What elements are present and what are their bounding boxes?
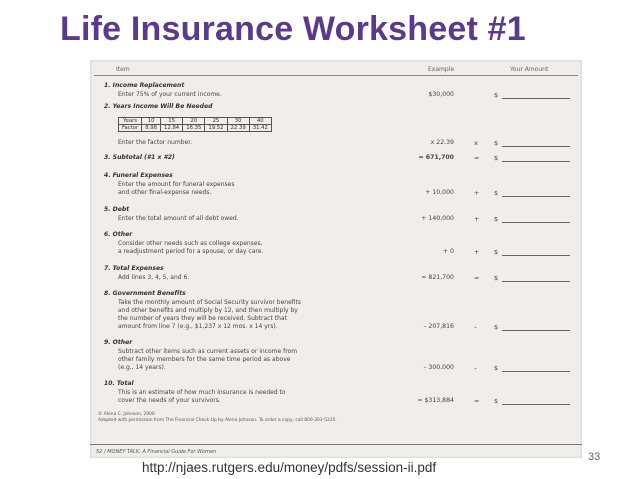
section-line: other family members for the same time period as above <box>118 356 291 363</box>
years-cell: 20 <box>183 118 205 125</box>
dollar-sign: $ <box>494 154 499 162</box>
dollar-sign: $ <box>494 274 499 282</box>
section-line: the number of years they will be received. Subtract that <box>118 315 287 322</box>
section-title: 8. Government Benefits <box>104 290 186 297</box>
section-line: Enter the factor number. <box>118 139 193 146</box>
section-line: and other benefits and multiply by 12, and then multiply by <box>118 307 298 314</box>
answer-blank[interactable] <box>502 274 570 282</box>
years-cell: 40 <box>249 118 271 125</box>
section-line: Take the monthly amount of Social Security survivor benefits <box>118 299 302 306</box>
answer-blank[interactable] <box>502 323 570 331</box>
section-title: 2. Years Income Will Be Needed <box>104 103 213 110</box>
dollar-sign: $ <box>494 248 499 256</box>
section-line: Subtract other items such as current assets or income from <box>118 348 298 355</box>
section-line: cover the needs of your survivors. <box>118 397 221 404</box>
adapted-note: Adapted with permission from The Financial Check-Up by Alena Johnson. To order a copy, call 800-303-5235. <box>98 418 337 423</box>
years-cell: 15 <box>161 118 183 125</box>
factor-row <box>119 125 272 132</box>
example-value: = $313,884 <box>417 397 454 404</box>
factor-label: Factor <box>119 125 142 132</box>
operator: = <box>474 274 480 282</box>
years-cell: 30 <box>227 118 249 125</box>
example-value: – 300,000 <box>423 364 454 371</box>
header-item: Item <box>116 66 130 73</box>
years-row <box>119 118 272 125</box>
dollar-sign: $ <box>494 215 499 223</box>
operator: – <box>474 323 478 331</box>
factor-cell: 31.42 <box>249 125 271 132</box>
example-value: + 0 <box>442 248 454 255</box>
dollar-sign: $ <box>494 397 499 405</box>
slide-number: 33 <box>588 451 601 463</box>
example-value: = 821,700 <box>421 274 454 281</box>
operator: = <box>474 397 480 405</box>
factor-table <box>118 117 272 132</box>
section-title: 4. Funeral Expenses <box>104 172 173 179</box>
dollar-sign: $ <box>494 139 499 147</box>
factor-cell: 19.52 <box>205 125 227 132</box>
copyright-note: © Alena C. Johnson, 2000 <box>98 412 155 417</box>
section-line: Enter the total amount of all debt owed. <box>118 215 239 222</box>
operator: = <box>474 154 480 162</box>
answer-blank[interactable] <box>502 154 570 162</box>
section-title: 6. Other <box>104 231 133 238</box>
years-cell: 25 <box>205 118 227 125</box>
answer-blank[interactable] <box>502 364 570 372</box>
section-line: Consider other needs such as college expenses, <box>118 240 263 247</box>
section-title: 1. Income Replacement <box>104 82 185 89</box>
section-line: Enter the amount for funeral expenses <box>118 181 235 188</box>
operator: + <box>474 248 480 256</box>
dollar-sign: $ <box>494 323 499 331</box>
section-line: Enter 75% of your current income. <box>118 91 222 98</box>
dollar-sign: $ <box>494 364 499 372</box>
factor-cell: 12.84 <box>161 125 183 132</box>
page-divider <box>90 444 582 445</box>
section-line: Add lines 3, 4, 5, and 6. <box>118 274 190 281</box>
section-title: 5. Debt <box>104 206 130 213</box>
section-title: 10. Total <box>104 380 134 387</box>
factor-cell: 16.35 <box>183 125 205 132</box>
example-value: + 10,000 <box>425 189 454 196</box>
header-your-amount: Your Amount <box>510 66 549 73</box>
example-value: + 140,000 <box>421 215 454 222</box>
section-line: amount from line 7 (e.g., $1,237 x 12 mos. x 14 yrs). <box>118 323 278 330</box>
slide-title: Life Insurance Worksheet #1 <box>60 10 526 48</box>
scanned-worksheet <box>90 60 582 458</box>
dollar-sign: $ <box>494 91 499 99</box>
operator: + <box>474 189 480 197</box>
example-value: x 22.39 <box>430 139 454 146</box>
years-label: Years <box>119 118 142 125</box>
example-value: = 671,700 <box>418 154 454 161</box>
years-cell: 10 <box>142 118 161 125</box>
operator: x <box>474 139 478 147</box>
operator: – <box>474 364 478 372</box>
answer-blank[interactable] <box>502 248 570 256</box>
section-title: 9. Other <box>104 339 133 346</box>
section-line: This is an estimate of how much insurance is needed to <box>118 389 286 396</box>
example-value: $30,000 <box>428 91 454 98</box>
section-line: (e.g., 14 years). <box>118 364 166 371</box>
answer-blank[interactable] <box>502 189 570 197</box>
section-title: 3. Subtotal (#1 x #2) <box>104 154 175 161</box>
factor-cell: 22.39 <box>227 125 249 132</box>
answer-blank[interactable] <box>502 215 570 223</box>
answer-blank[interactable] <box>502 139 570 147</box>
answer-blank[interactable] <box>502 397 570 405</box>
section-line: and other final-expense needs. <box>118 189 212 196</box>
answer-blank[interactable] <box>502 91 570 99</box>
example-value: – 207,816 <box>423 323 454 330</box>
header-divider <box>94 75 578 76</box>
section-line: a readjustment period for a spouse, or day care. <box>118 248 264 255</box>
page-footer: 52 / MONEY TALK: A Financial Guide For Women <box>96 449 217 455</box>
operator: + <box>474 215 480 223</box>
factor-cell: 8.98 <box>142 125 161 132</box>
source-url[interactable]: http://njaes.rutgers.edu/money/pdfs/session-ii.pdf <box>142 460 437 475</box>
section-title: 7. Total Expenses <box>104 265 164 272</box>
dollar-sign: $ <box>494 189 499 197</box>
header-example: Example <box>428 66 455 73</box>
